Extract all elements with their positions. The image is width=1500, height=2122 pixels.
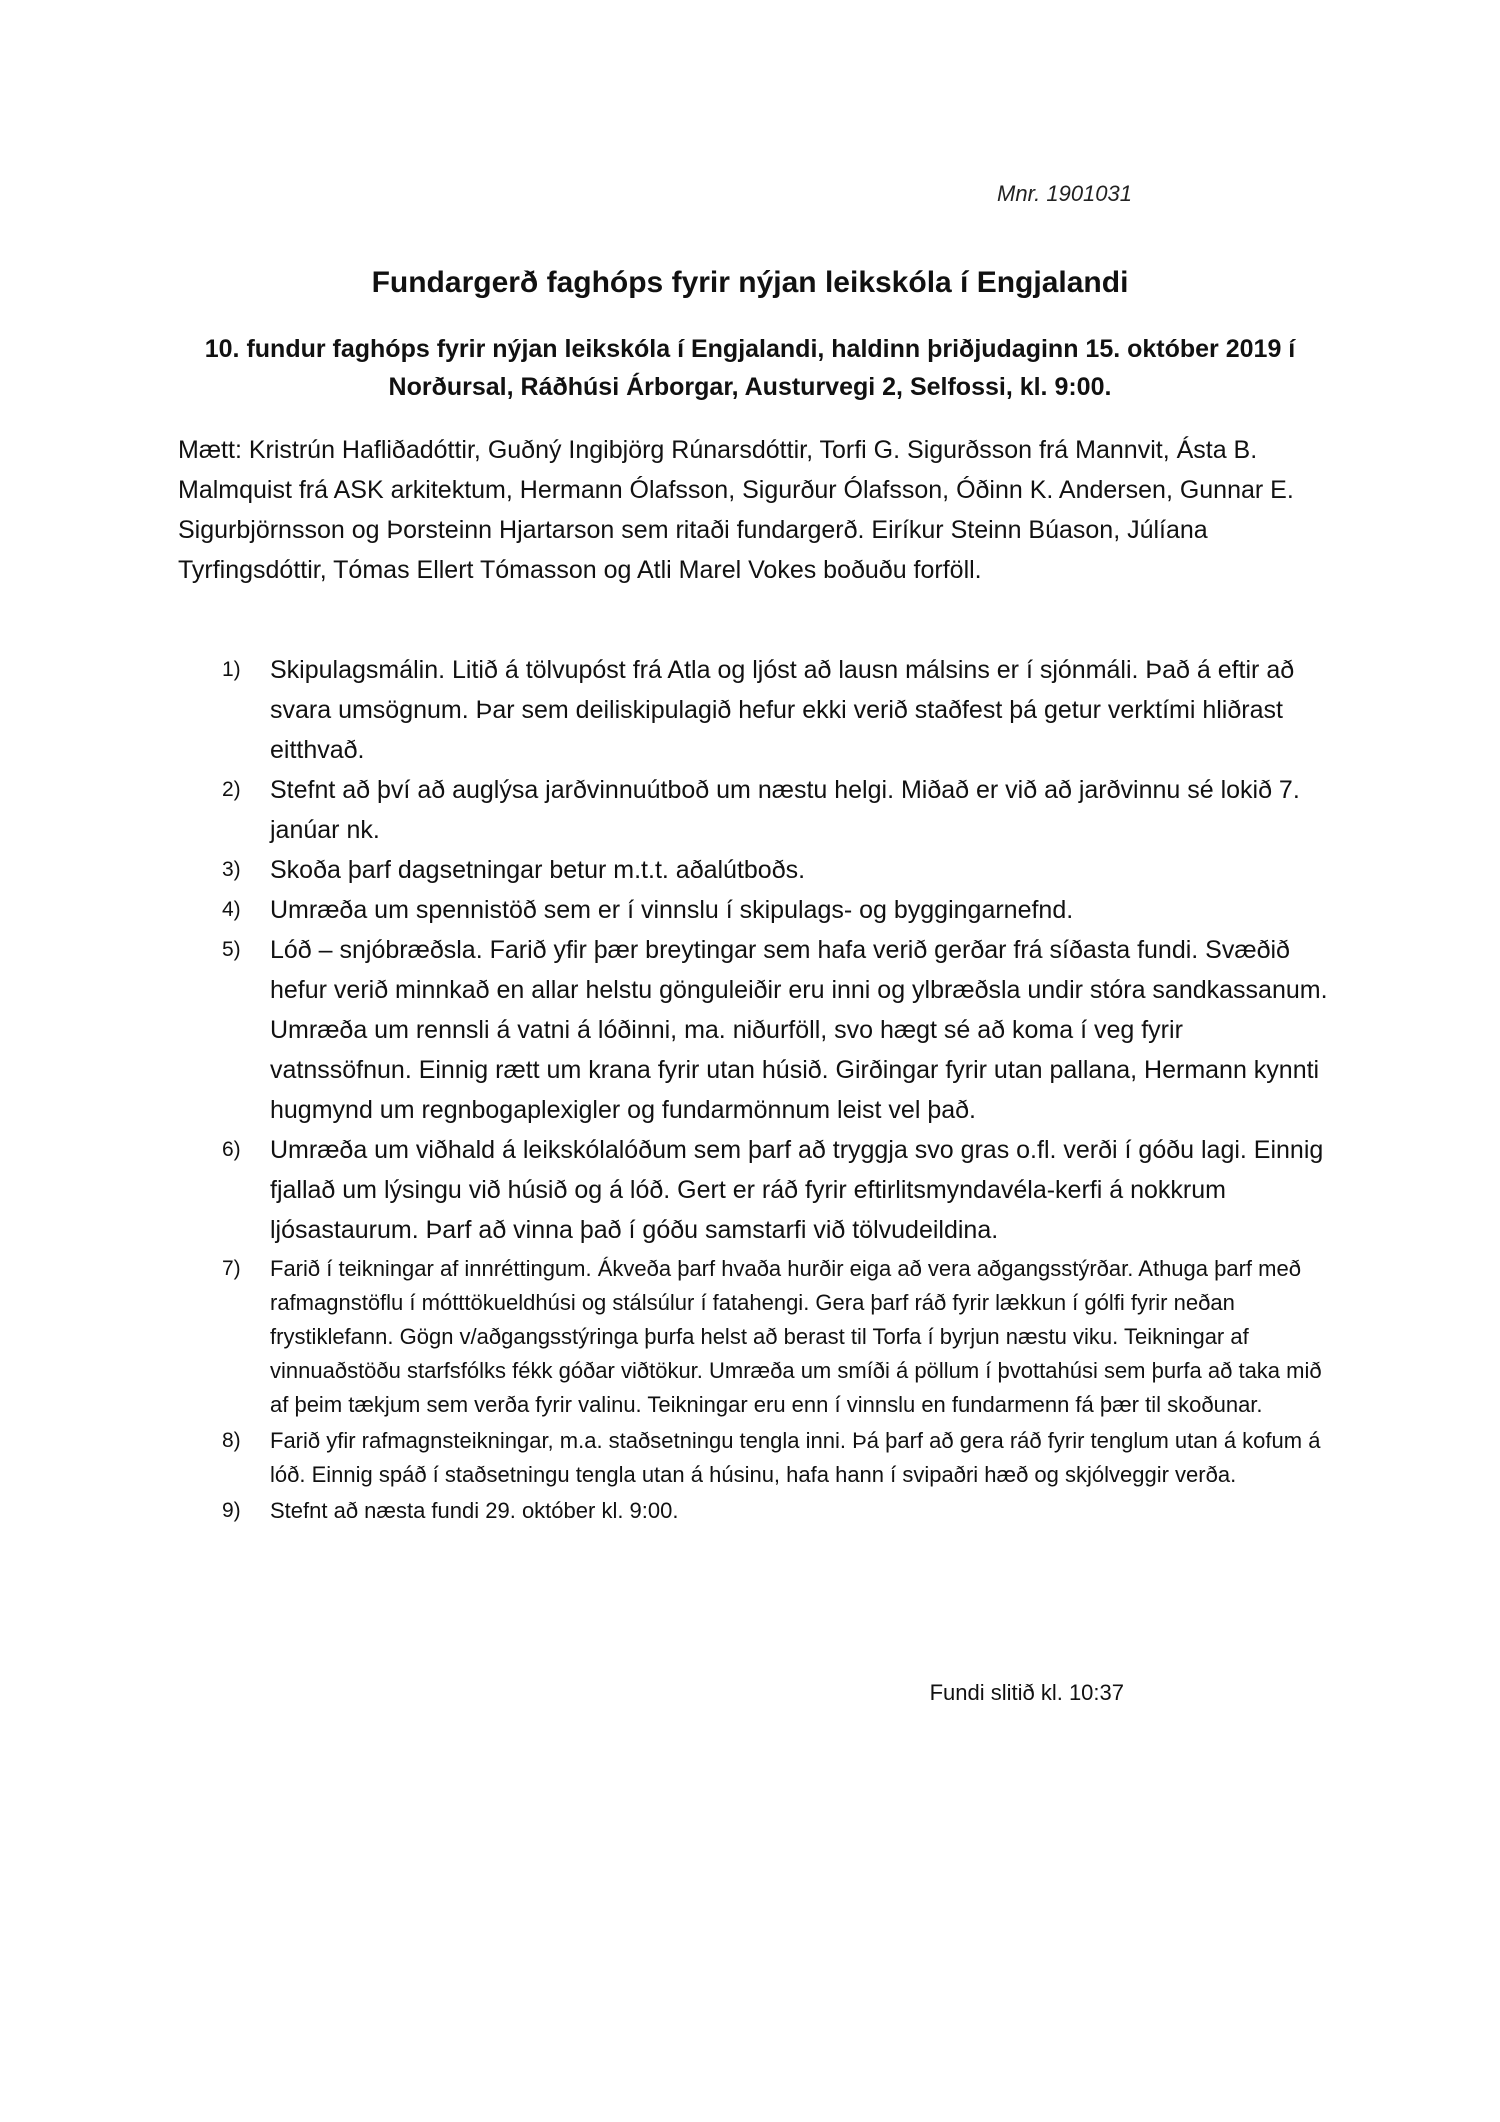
attendance-paragraph: Mætt: Kristrún Hafliðadóttir, Guðný Ingibjörg Rúnarsdóttir, Torfi G. Sigurðsson frá Mannvit, Ásta B. Malmquist frá ASK arkitektum, Hermann Ólafsson, Sigurður Ólafsson, Óðinn K. Andersen, Gunnar E. Sigurbjörnsson og Þorsteinn Hjartarson sem ritaði fundargerð. Eiríkur Steinn Búason, Júlíana Tyrfingsdóttir, Tómas Ellert Tómasson og Atli Marel Vokes boðuðu forföll. (178, 436, 1294, 584)
document-title: Fundargerð faghóps fyrir nýjan leikskóla í Engjalandi (371, 266, 1129, 299)
case-number: Mnr. 1901031 (997, 181, 1132, 206)
agenda-item (178, 890, 1328, 930)
agenda-item-text: Skoða þarf dagsetningar betur m.t.t. aðalútboðs. (270, 856, 806, 884)
agenda-item-number: 3) (222, 858, 241, 881)
agenda-item-number: 8) (222, 1429, 241, 1452)
agenda-item (178, 1424, 1328, 1492)
agenda-item-number: 1) (222, 658, 241, 681)
agenda-item (178, 930, 1328, 1130)
agenda-item-number: 7) (222, 1257, 241, 1280)
agenda-item-text: Lóð – snjóbræðsla. Farið yfir þær breytingar sem hafa verið gerðar frá síðasta fundi. Svæðið hefur verið minnkað en allar helstu gönguleiðir eru inni og ylbræðsla undir stóra sandkassanum. Umræða um rennsli á vatni á lóðinni, ma. niðurföll, svo hægt sé að koma í veg fyrir vatnssöfnun. Einnig rætt um krana fyrir utan húsið. Girðingar fyrir utan pallana, Hermann kynnti hugmynd um regnbogaplexigler og fundarmönnum leist vel það. (270, 936, 1328, 1124)
meeting-subtitle: 10. fundur faghóps fyrir nýjan leikskóla í Engjalandi, haldinn þriðjudaginn 15. október 2019 í Norðursal, Ráðhúsi Árborgar, Austurvegi 2, Selfossi, kl. 9:00. (204, 335, 1296, 401)
agenda-item (178, 1494, 1328, 1528)
agenda-item-text: Stefnt að því að auglýsa jarðvinnuútboð um næstu helgi. Miðað er við að jarðvinnu sé lokið 7. janúar nk. (270, 776, 1300, 844)
agenda-item-text: Farið í teikningar af innréttingum. Ákveða þarf hvaða hurðir eiga að vera aðgangsstýrðar. Athuga þarf með rafmagnstöflu í mótttökueldhúsi og stálsúlur í fatahengi. Gera þarf ráð fyrir lækkun í gólfi fyrir neðan frystiklefann. Gögn v/aðgangsstýringa þurfa helst að berast til Torfa í byrjun næstu viku. Teikningar af vinnuaðstöðu starfsfólks fékk góðar viðtökur. Umræða um smíði á pöllum í þvottahúsi sem þurfa að taka mið af þeim tækjum sem verða fyrir valinu. Teikningar eru enn í vinnslu en fundarmenn fá þær til skoðunar. (270, 1256, 1322, 1417)
agenda-item-number: 5) (222, 938, 241, 961)
agenda-item-text: Farið yfir rafmagnsteikningar, m.a. staðsetningu tengla inni. Þá þarf að gera ráð fyrir tenglum utan á kofum á lóð. Einnig spáð í staðsetningu tengla utan á húsinu, hafa hann í svipaðri hæð og skjólveggir verða. (270, 1428, 1321, 1487)
agenda-item-text: Umræða um spennistöð sem er í vinnslu í skipulags- og byggingarnefnd. (270, 896, 1074, 924)
agenda-item (178, 770, 1328, 850)
agenda-item-number: 9) (222, 1499, 241, 1522)
agenda-item-number: 2) (222, 778, 241, 801)
agenda-list (178, 650, 1328, 1528)
agenda-item (178, 650, 1328, 770)
agenda-item-text: Skipulagsmálin. Litið á tölvupóst frá Atla og ljóst að lausn málsins er í sjónmáli. Það á eftir að svara umsögnum. Þar sem deiliskipulagið hefur ekki verið staðfest þá getur verktími hliðrast eitthvað. (270, 656, 1295, 764)
agenda-item (178, 850, 1328, 890)
agenda-item-text: Stefnt að næsta fundi 29. október kl. 9:00. (270, 1498, 679, 1523)
agenda-item (178, 1130, 1328, 1250)
closing-note: Fundi slitið kl. 10:37 (929, 1680, 1124, 1705)
agenda-item (178, 1252, 1328, 1422)
agenda-item-number: 4) (222, 898, 241, 921)
agenda-item-text: Umræða um viðhald á leikskólalóðum sem þarf að tryggja svo gras o.fl. verði í góðu lagi. Einnig fjallað um lýsingu við húsið og á lóð. Gert er ráð fyrir eftirlitsmyndavéla-kerfi á nokkrum ljósastaurum. Þarf að vinna það í góðu samstarfi við tölvudeildina. (270, 1136, 1324, 1244)
agenda-item-number: 6) (222, 1138, 241, 1161)
